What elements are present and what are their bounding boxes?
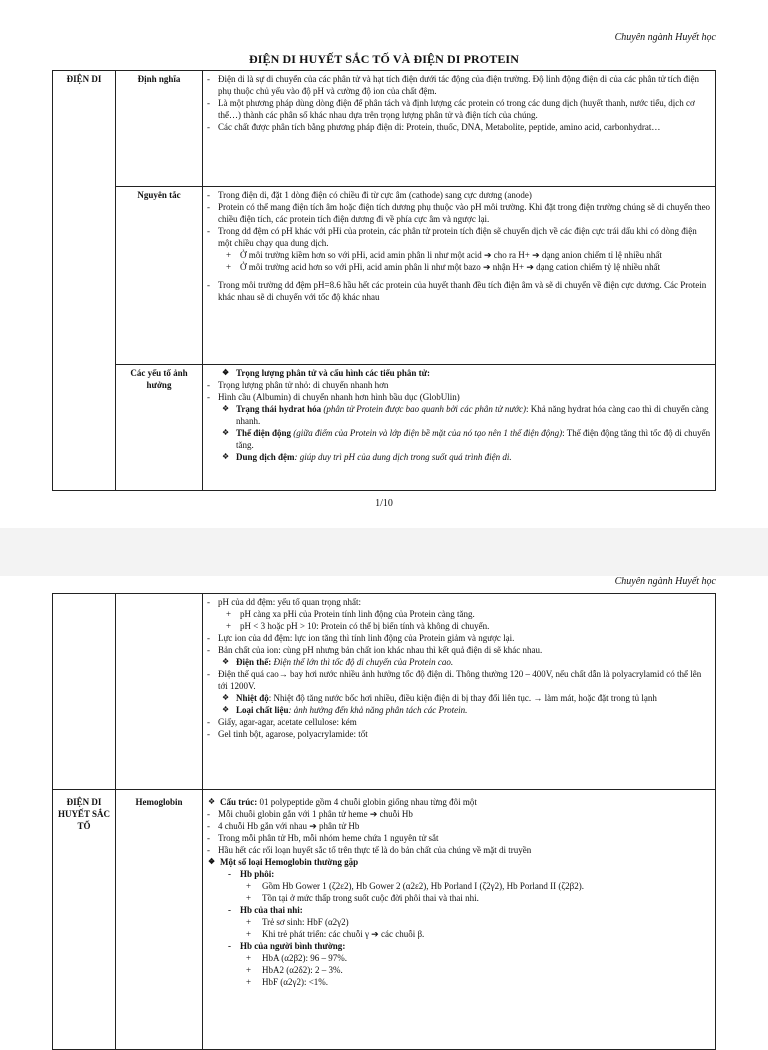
list-item: - Mỗi chuỗi globin gắn với 1 phân tử heme ➔ chuỗi Hb	[206, 808, 712, 820]
list-item: - Trọng lượng phân tử nhỏ: di chuyển nhanh hơn	[206, 379, 712, 391]
row-label-empty	[116, 594, 203, 790]
factor-note: : giúp duy trì pH của dung dịch trong suốt quá trình điện di.	[294, 452, 512, 462]
factor-note: Điện thế lớn thì tốc độ di chuyển của Protein cao.	[271, 657, 454, 667]
list-item: - Điện thế quá cao→ bay hơi nước nhiều ảnh hưởng tốc độ điện di. Thông thường 120 – 400V, nếu chất dẫn là polyacrylamid có thể lên tới 1200V.	[206, 668, 712, 692]
list-item: - pH của dd đệm: yếu tố quan trọng nhất:	[206, 596, 712, 608]
list-item	[206, 796, 712, 808]
running-header: Chuyên ngành Huyết học	[614, 576, 716, 587]
list-item: - Trong môi trường dd đệm pH=8.6 hầu hết các protein của huyết thanh đều tích điện âm và sẽ di chuyển về điện cực dương. Các Protein khác nhau sẽ di chuyển với tốc độ khác nhau	[206, 279, 712, 303]
page-number: 1/10	[375, 498, 393, 509]
list-item: + Gồm Hb Gower 1 (ζ2ε2), Hb Gower 2 (α2ε2), Hb Porland I (ζ2γ2), Hb Porland II (ζ2β2).	[206, 880, 712, 892]
list-item: + HbA (α2β2): 96 – 97%.	[206, 952, 712, 964]
row-content-yeu-to	[203, 365, 716, 491]
table-row	[53, 790, 716, 1050]
list-item	[206, 403, 712, 427]
list-item: + pH < 3 hoặc pH > 10: Protein có thể bị biến tính và không di chuyển.	[206, 620, 712, 632]
table-row	[53, 594, 716, 790]
content-table-2	[52, 593, 716, 1050]
list-item: ❖ Trọng lượng phân tử và cấu hình các tiểu phân tử:	[206, 367, 712, 379]
list-item: + HbF (α2γ2): <1%.	[206, 976, 712, 988]
list-item: ❖ Một số loại Hemoglobin thường gặp	[206, 856, 712, 868]
section-label-dien-di-huyet-sac-to: ĐIỆN DI HUYẾT SẮC TỐ	[53, 790, 116, 1050]
list-item: - Hb của người bình thường:	[206, 940, 712, 952]
list-item: - Trong mỗi phân tử Hb, mỗi nhóm heme chứa 1 nguyên tử sắt	[206, 832, 712, 844]
content-table-1	[52, 70, 716, 491]
row-label-hemoglobin: Hemoglobin	[116, 790, 203, 1050]
list-item: - Hb phôi:	[206, 868, 712, 880]
list-item: - Bản chất của ion: cùng pH nhưng bản chất ion khác nhau thì kết quả điện di sẽ khác nhau.	[206, 644, 712, 656]
list-item	[206, 451, 712, 463]
factor-heading: Cấu trúc:	[220, 797, 258, 807]
list-item	[206, 427, 712, 451]
document-page-2	[0, 576, 768, 1024]
running-header: Chuyên ngành Huyết học	[614, 32, 716, 43]
section-label-empty	[53, 594, 116, 790]
list-item: + Ở môi trường acid hơn so với pHi, acid amin phân li như một bazo ➔ nhận H+ ➔ dạng cation chiếm tỷ lệ nhiều nhất	[206, 261, 712, 273]
factor-note: (giữa điểm của Protein và lớp điện bề mặt của nó tạo nên 1 thế điện động)	[291, 428, 563, 438]
row-content-nguyen-tac	[203, 187, 716, 365]
list-item: - Hb của thai nhi:	[206, 904, 712, 916]
list-item	[206, 692, 712, 704]
list-item: - Trong dd đệm có pH khác với pHi của protein, các phân tử protein tích điện sẽ chuyển dịch về các điện cực trái dấu khi có dòng điện một chiều chạy qua dung dịch.	[206, 225, 712, 249]
row-label-yeu-to: Các yếu tố ảnh hưởng	[116, 365, 203, 491]
document-title: ĐIỆN DI HUYẾT SẮC TỐ VÀ ĐIỆN DI PROTEIN	[249, 52, 519, 66]
factor-heading: Thế điện động	[236, 428, 292, 438]
table-row	[53, 365, 716, 491]
list-item	[206, 656, 712, 668]
list-item: + Ở môi trường kiềm hơn so với pHi, acid amin phân li như một acid ➔ cho ra H+ ➔ dạng anion chiếm tỉ lệ nhiều nhất	[206, 249, 712, 261]
list-item: - Điện di là sự di chuyển của các phân tử và hạt tích điện dưới tác động của điện trường. Độ linh động điện di của các phân tử tích điện phụ thuộc chủ yếu vào độ pH và cường độ ion của chất đệm.	[206, 73, 712, 97]
row-content-hemoglobin	[203, 790, 716, 1050]
list-item: + Khi trẻ phát triển: các chuỗi γ ➔ các chuỗi β.	[206, 928, 712, 940]
list-item: + Trẻ sơ sinh: HbF (α2γ2)	[206, 916, 712, 928]
list-item: - 4 chuỗi Hb gắn với nhau ➔ phân tử Hb	[206, 820, 712, 832]
page-gap	[0, 528, 768, 576]
section-label-dien-di: ĐIỆN DI	[53, 71, 116, 491]
row-content-dinh-nghia	[203, 71, 716, 187]
factor-heading: Điện thế:	[236, 657, 272, 667]
table-row	[53, 187, 716, 365]
list-item: - Hình cầu (Albumin) di chuyển nhanh hơn hình bầu dục (GlobUlin)	[206, 391, 712, 403]
list-item: + pH càng xa pHi của Protein tính linh động của Protein càng tăng.	[206, 608, 712, 620]
factor-heading: Loại chất liệu	[236, 705, 289, 715]
factor-text: : Khả năng hydrat hóa càng cao thì di chuyển càng nhanh.	[236, 404, 709, 426]
row-content-continued	[203, 594, 716, 790]
list-item: - Protein có thể mang điện tích âm hoặc điện tích dương phụ thuộc vào pH môi trường. Khi đặt trong điện trường chúng sẽ di chuyển theo chiều điện tích, các protein tích điện dương đi về phía cực âm và ngược lại.	[206, 201, 712, 225]
list-item: - Hầu hết các rối loạn huyết sắc tố trên thực tế là do bản chất của chúng về mặt di truyền	[206, 844, 712, 856]
factor-note: (phân tử Protein được bao quanh bởi các phân tử nước)	[321, 404, 527, 414]
factor-heading: Dung dịch đệm	[236, 452, 295, 462]
factor-text: 01 polypeptide gồm 4 chuỗi globin giống nhau từng đôi một	[257, 797, 477, 807]
row-label-dinh-nghia: Định nghĩa	[116, 71, 203, 187]
list-item: - Gel tinh bột, agarose, polyacrylamide: tốt	[206, 728, 712, 740]
subtype-heading: Hb phôi	[240, 869, 272, 879]
factor-heading: Trạng thái hydrat hóa	[236, 404, 322, 414]
row-label-nguyen-tac: Nguyên tắc	[116, 187, 203, 365]
list-item: + HbA2 (α2δ2): 2 – 3%.	[206, 964, 712, 976]
list-item: - Trong điện di, đặt 1 dòng điện có chiều đi từ cực âm (cathode) sang cực dương (anode)	[206, 189, 712, 201]
list-item: - Là một phương pháp dùng dòng điện để phân tách và định lượng các protein có trong các dung dịch (huyết thanh, nước tiểu, dịch cơ thể…) thành các phân số khác nhau dựa trên trọng lượng phân tử và điện tích của chúng.	[206, 97, 712, 121]
list-item	[206, 704, 712, 716]
factor-heading: Nhiệt độ	[236, 693, 269, 703]
subtype-heading: Hb của người bình thường	[240, 941, 343, 951]
table-row	[53, 71, 716, 187]
factor-text: : Nhiệt độ tăng nước bốc hơi nhiều, điều kiện điện di bị thay đổi liên tục. → làm mát, hoặc đặt trong tủ lạnh	[268, 693, 657, 703]
list-item: - Lực ion của dd đệm: lực ion tăng thì tính linh động của Protein giảm và ngược lại.	[206, 632, 712, 644]
subtype-heading: Hb của thai nhi	[240, 905, 300, 915]
factor-note: : ảnh hưởng đến khả năng phân tách các Protein.	[288, 705, 468, 715]
list-item: + Tồn tại ở mức thấp trong suốt cuộc đời phôi thai và thai nhi.	[206, 892, 712, 904]
list-item: - Các chất được phân tích bằng phương pháp điện di: Protein, thuốc, DNA, Metabolite, peptide, amino acid, carbonhydrat…	[206, 121, 712, 133]
list-item: - Giấy, agar-agar, acetate cellulose: kém	[206, 716, 712, 728]
factor-text: : Thế điện động tăng thì tốc độ di chuyển tăng.	[236, 428, 711, 450]
